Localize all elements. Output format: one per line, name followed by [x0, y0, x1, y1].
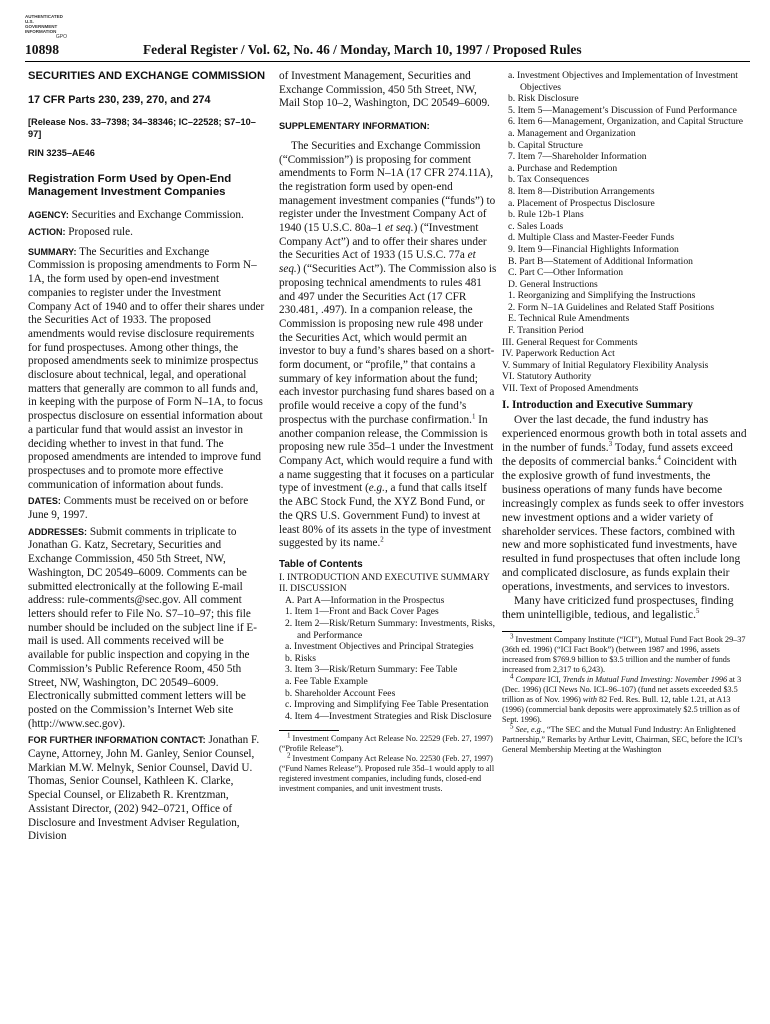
- intro-paragraph-1: [502, 414, 748, 595]
- text-run: , a fund that calls itself the ABC Stock Fund, the XYZ Bond Fund, or the QRS U.S. Government Fund) to invest at least 80% of its assets in the type of investment suggested by its name.: [279, 482, 492, 550]
- italic-run: e.g.: [368, 482, 385, 495]
- footnote-ref[interactable]: 4: [657, 454, 661, 463]
- column-1: [28, 70, 266, 844]
- supplementary-text: [279, 140, 499, 551]
- further-info-label: FOR FURTHER INFORMATION CONTACT:: [28, 735, 206, 746]
- toc-entry[interactable]: b. Shareholder Account Fees: [285, 687, 396, 699]
- toc-entry[interactable]: 2. Form N–1A Guidelines and Related Staff Positions: [508, 301, 715, 313]
- dates-text: Comments must be received on or before June 9, 1997.: [28, 495, 249, 522]
- toc-entry[interactable]: 6. Item 6—Management, Organization, and Capital Structure: [508, 116, 744, 128]
- toc-entry[interactable]: b. Risk Disclosure: [508, 93, 579, 105]
- toc-entry[interactable]: b. Capital Structure: [508, 139, 583, 151]
- section-heading: I. Introduction and Executive Summary: [502, 398, 693, 411]
- dates-label: DATES:: [28, 496, 61, 507]
- agency-text: Securities and Exchange Commission.: [71, 209, 244, 222]
- action-paragraph: [28, 226, 266, 240]
- text-run: ) (“Investment Company Act”) and to offer their shares under the Securities Act of 1933 (15 U.S.C. 77a: [279, 222, 487, 262]
- text-run: ICI,: [545, 674, 563, 684]
- further-info-text: Jonathan F. Cayne, Attorney, John M. Ganley, Senior Counsel, Markian M.W. Melnyk, Senior Counsel, David U. Thomas, Senior Counsel, Kathleen K. Clarke, Special Counsel, or Elizabeth R. Krentzman, Assistant Director, (202) 942–0721, Office of Disclosure and Investment Adviser Regulation, Division: [28, 734, 260, 843]
- toc-entry[interactable]: V. Summary of Initial Regulatory Flexibility Analysis: [502, 359, 709, 371]
- text-run: The Securities and Exchange Commission (“Commission”) is proposing for comment amendments to Form N–1A (17 CFR 274.11A), the registration form used by open-end management investment companies (“funds”) to register under the Investment Company Act of 1940 (15 U.S.C. 80a–1: [279, 139, 496, 235]
- contact-continued: of Investment Management, Securities and Exchange Commission, 450 5th Street, NW, Mail Stop 10–2, Washington, DC 20549–6009.: [279, 70, 490, 110]
- italic-run: Compare: [515, 674, 546, 684]
- page-header: [25, 42, 750, 62]
- table-of-contents-part2: [502, 70, 748, 395]
- italic-run: et seq.: [384, 222, 414, 235]
- further-info-paragraph: [28, 734, 266, 844]
- toc-entry[interactable]: 8. Item 8—Distribution Arrangements: [508, 185, 655, 197]
- footnote-text: Investment Company Institute (“ICI”), Mutual Fund Fact Book 29–37 (36th ed. 1996) (“ICI Fact Book”) (between 1987 and 1996, assets increased from $769.9 billion to $3.5 trillion and the number of funds increased from 2,317 to 6,243).: [502, 634, 746, 674]
- toc-entry[interactable]: a. Placement of Prospectus Disclosure: [508, 197, 655, 209]
- toc-entry[interactable]: d. Multiple Class and Master-Feeder Funds: [508, 232, 675, 244]
- toc-entry[interactable]: 1. Item 1—Front and Back Cover Pages: [285, 606, 439, 618]
- toc-entry[interactable]: B. Part B—Statement of Additional Information: [508, 255, 693, 267]
- toc-entry[interactable]: c. Sales Loads: [508, 220, 564, 232]
- italic-run: et seq.: [279, 249, 476, 276]
- header-rule: [25, 61, 750, 62]
- intro-paragraph-2: [502, 595, 748, 623]
- summary-paragraph: [28, 246, 266, 493]
- agency-name: SECURITIES AND EXCHANGE COMMISSION: [28, 70, 266, 82]
- italic-run: See, e.g.,: [515, 724, 545, 734]
- toc-entry[interactable]: 1. Reorganizing and Simplifying the Instructions: [508, 290, 696, 302]
- footnote-5: $^5$ See, e.g., “The SEC and the Mutual Fund Industry: An Enlightened Partnership,” Remarks by Arthur Levitt, Chairman, SEC, before the ICI’s General Membership Meeting at the Washington: [502, 722, 743, 754]
- toc-entry[interactable]: a. Investment Objectives and Principal Strategies: [285, 641, 474, 653]
- toc-entry[interactable]: b. Tax Consequences: [508, 174, 589, 186]
- toc-entry[interactable]: a. Fee Table Example: [285, 675, 368, 687]
- footnote-text: Investment Company Act Release No. 22529 (Feb. 27, 1997) (“Profile Release”).: [279, 734, 493, 754]
- footnote-ref[interactable]: 3: [608, 440, 613, 449]
- addresses-label: ADDRESSES:: [28, 526, 88, 537]
- toc-entry[interactable]: 7. Item 7—Shareholder Information: [508, 151, 647, 163]
- cfr-parts: 17 CFR Parts 230, 239, 270, and 274: [28, 93, 211, 106]
- footnote-3: $^3$ Investment Company Institute (“ICI”), Mutual Fund Fact Book 29–37 (36th ed. 1996) (“ICI Fact Book”) (between 1987 and 1996, assets increased from $769.9 billion to $3.5 trillion and the number of funds increased from 2,317 to 6,243).: [502, 632, 746, 674]
- footnote-ref[interactable]: 1: [471, 412, 476, 421]
- toc-entry[interactable]: a. Investment Objectives and Implementation of Investment Objectives: [508, 70, 738, 93]
- footnote-4: $^4$ Compare ICI, Trends in Mutual Fund Investing: November 1996 at 3 (Dec. 1996) (ICI News No. ICI–96–107) (fund net assets exceeded $3.5 trillion as of Nov. 1996) with 82 Fed. Res. Bull. 12, table 1.21, at A13 (1996) (commercial bank deposits were approximately $2.5 trillion as of Sept. 1996).: [502, 672, 742, 724]
- summary-text: The Securities and Exchange Commission is proposing amendments to Form N–1A, the form used by open-end investment companies to register under the Investment Company Act of 1940 and to offer their shares under the Securities Act of 1933. The proposed amendments would revise disclosure requirements for fund prospectuses. Among other things, the proposed amendments seek to minimize prospectus disclosure about technical, legal, and operational matters that generally are common to all funds and, in keeping with the purpose of Form N–1A, to focus prospectus disclosure on essential information about a particular fund that would assist an investor in deciding whether to invest in that fund. The proposed amendments are intended to improve fund prospectuses and to promote more effective communication of information about funds.: [28, 245, 265, 491]
- toc-entry[interactable]: b. Rule 12b-1 Plans: [508, 209, 584, 221]
- toc-entry[interactable]: b. Risks: [285, 652, 316, 664]
- seal-gpo: GPO: [55, 34, 67, 40]
- supplementary-label: SUPPLEMENTARY INFORMATION:: [279, 121, 430, 132]
- text-run: Over the last decade, the fund industry has experienced enormous growth both in total assets and in the number of funds.: [502, 414, 747, 455]
- agency-label: AGENCY:: [28, 210, 69, 221]
- text-run: Coincident with the explosive growth of fund investments, the business operations of many funds have become increasingly complex as funds seek to offer investors new investment options and a wider variety of shareholder services. These factors, combined with new and more sophisticated fund investments, have resulted in fund prospectuses that often include long and complicated disclosure, as funds explain their operations, investments, and services to investors.: [502, 456, 744, 594]
- text-run: 82 Fed. Res. Bull. 12, table 1.21, at A13 (1996) (commercial bank deposits were approximately $2.5 trillion as of Sept. 1996).: [502, 694, 740, 724]
- footnote-text: Investment Company Act Release No. 22530 (Feb. 27, 1997) (“Fund Names Release”). Proposed rule 35d–1 would apply to all registered investment companies, including funds, closed-end investment companies, and unit investment trusts.: [279, 754, 495, 794]
- toc-entry[interactable]: VII. Text of Proposed Amendments: [502, 383, 639, 395]
- seal-line: INFORMATION: [25, 29, 57, 34]
- seal-line: AUTHENTICATED: [25, 14, 63, 19]
- text-run: ) (“Securities Act”). The Commission also is proposing technical amendments to rules 481 and 497 under the Securities Act (17 CFR 230.481, .497). In a companion release, the Commission is proposing new rule 498 under the Securities Act, which would permit an investor to buy a fund’s shares based on a short-form document, or “profile,” that contains a summary of key information about the fund; each investor purchasing fund shares based on a profile would receive a copy of the fund’s prospectus with the purchase confirmation.: [279, 263, 497, 426]
- toc-entry[interactable]: E. Technical Rule Amendments: [508, 313, 630, 325]
- italic-run: with: [582, 694, 597, 704]
- document-title: Registration Form Used by Open-End Management Investment Companies: [28, 172, 232, 199]
- toc-entry[interactable]: III. General Request for Comments: [502, 336, 638, 348]
- toc-entry[interactable]: F. Transition Period: [508, 325, 584, 337]
- addresses-paragraph: [28, 526, 266, 732]
- action-text: Proposed rule.: [68, 226, 133, 239]
- toc-entry[interactable]: a. Management and Organization: [508, 127, 636, 139]
- text-run: at 3 (Dec. 1996) (ICI News No. ICI–96–107) (fund net assets exceeded $3.5 trillion as of Nov. 1996): [502, 674, 742, 704]
- column-3: [502, 70, 748, 755]
- toc-entry[interactable]: D. General Instructions: [508, 278, 598, 290]
- footnote-ref[interactable]: 5: [695, 607, 700, 616]
- page-number: 10898: [25, 42, 59, 57]
- text-run: Many have criticized fund prospectuses, finding them unintelligible, tedious, and legalistic.: [502, 595, 734, 622]
- toc-entry[interactable]: 9. Item 9—Financial Highlights Information: [508, 243, 679, 255]
- toc-entry[interactable]: I. INTRODUCTION AND EXECUTIVE SUMMARY: [279, 571, 490, 583]
- addresses-text: Submit comments in triplicate to Jonathan G. Katz, Secretary, Securities and Exchange Commission, 450 5th Street, NW, Washington, DC 20549–6009. Comments can be submitted electronically at the following E-mail address: rule-comments@sec.gov. All comment letters should refer to File No. S7–10–97; this file number should be included on the subject line if E-mail is used. All comments received will be available for public inspection and copying in the Commission’s Public Reference Room, 450 5th Street, NW, Washington, DC 20549–6009. Electronically submitted comment letters will be posted on the Commission’s Internet Web site (http://www.sec.gov).: [28, 525, 257, 730]
- footnote-2: $^2$ Investment Company Act Release No. 22530 (Feb. 27, 1997) (“Fund Names Release”). Proposed rule 35d–1 would apply to all registered investment companies, including funds, closed-end investment companies, and unit investment trusts.: [279, 751, 495, 794]
- toc-entry[interactable]: 4. Item 4—Investment Strategies and Risk Disclosure: [285, 710, 492, 722]
- toc-entry[interactable]: C. Part C—Other Information: [508, 267, 624, 279]
- toc-entry[interactable]: II. DISCUSSION: [279, 583, 347, 595]
- footnote-1: $^1$ Investment Company Act Release No. 22529 (Feb. 27, 1997) (“Profile Release”).: [279, 731, 493, 754]
- column-2: [279, 70, 499, 794]
- text-run: In another companion release, the Commission is proposing new rule 35d–1 under the Investment Company Act, which would require a fund with a name suggesting that it focuses on a particular type of investment (: [279, 413, 494, 495]
- text-run: “The SEC and the Mutual Fund Industry: An Enlightened Partnership,” Remarks by Arthur Levitt, Chairman, SEC, before the ICI’s General Membership Meeting at the Washington: [502, 724, 743, 754]
- italic-run: Trends in Mutual Fund Investing: November 1996: [562, 674, 728, 684]
- release-numbers: [Release Nos. 33–7398; 34–38346; IC–22528; S7–10–97]: [28, 117, 256, 140]
- toc-entry[interactable]: a. Purchase and Redemption: [508, 162, 618, 174]
- footnote-ref[interactable]: 2: [380, 535, 384, 544]
- toc-entry[interactable]: 3. Item 3—Risk/Return Summary: Fee Table: [285, 664, 458, 676]
- toc-entry[interactable]: A. Part A—Information in the Prospectus: [285, 594, 445, 606]
- toc-entry[interactable]: c. Improving and Simplifying Fee Table Presentation: [285, 699, 489, 711]
- rin-number: RIN 3235–AE46: [28, 148, 95, 159]
- toc-entry[interactable]: IV. Paperwork Reduction Act: [502, 348, 615, 360]
- action-label: ACTION:: [28, 227, 66, 238]
- toc-entry[interactable]: VI. Statutory Authority: [502, 371, 592, 383]
- running-head: Federal Register / Vol. 62, No. 46 / Monday, March 10, 1997 / Proposed Rules: [143, 42, 582, 57]
- seal-line: U.S. GOVERNMENT: [25, 19, 58, 29]
- text-run: Today, fund assets exceed the deposits of commercial banks.: [502, 442, 733, 469]
- toc-heading: Table of Contents: [279, 558, 363, 570]
- toc-entry[interactable]: 5. Item 5—Management’s Discussion of Fund Performance: [508, 104, 737, 116]
- summary-label: SUMMARY:: [28, 246, 77, 257]
- table-of-contents-part1: [279, 572, 499, 723]
- toc-entry[interactable]: 2. Item 2—Risk/Return Summary: Investments, Risks, and Performance: [285, 617, 495, 641]
- dates-paragraph: [28, 495, 266, 522]
- gpo-authentication-seal: [25, 14, 67, 40]
- agency-paragraph: [28, 209, 266, 223]
